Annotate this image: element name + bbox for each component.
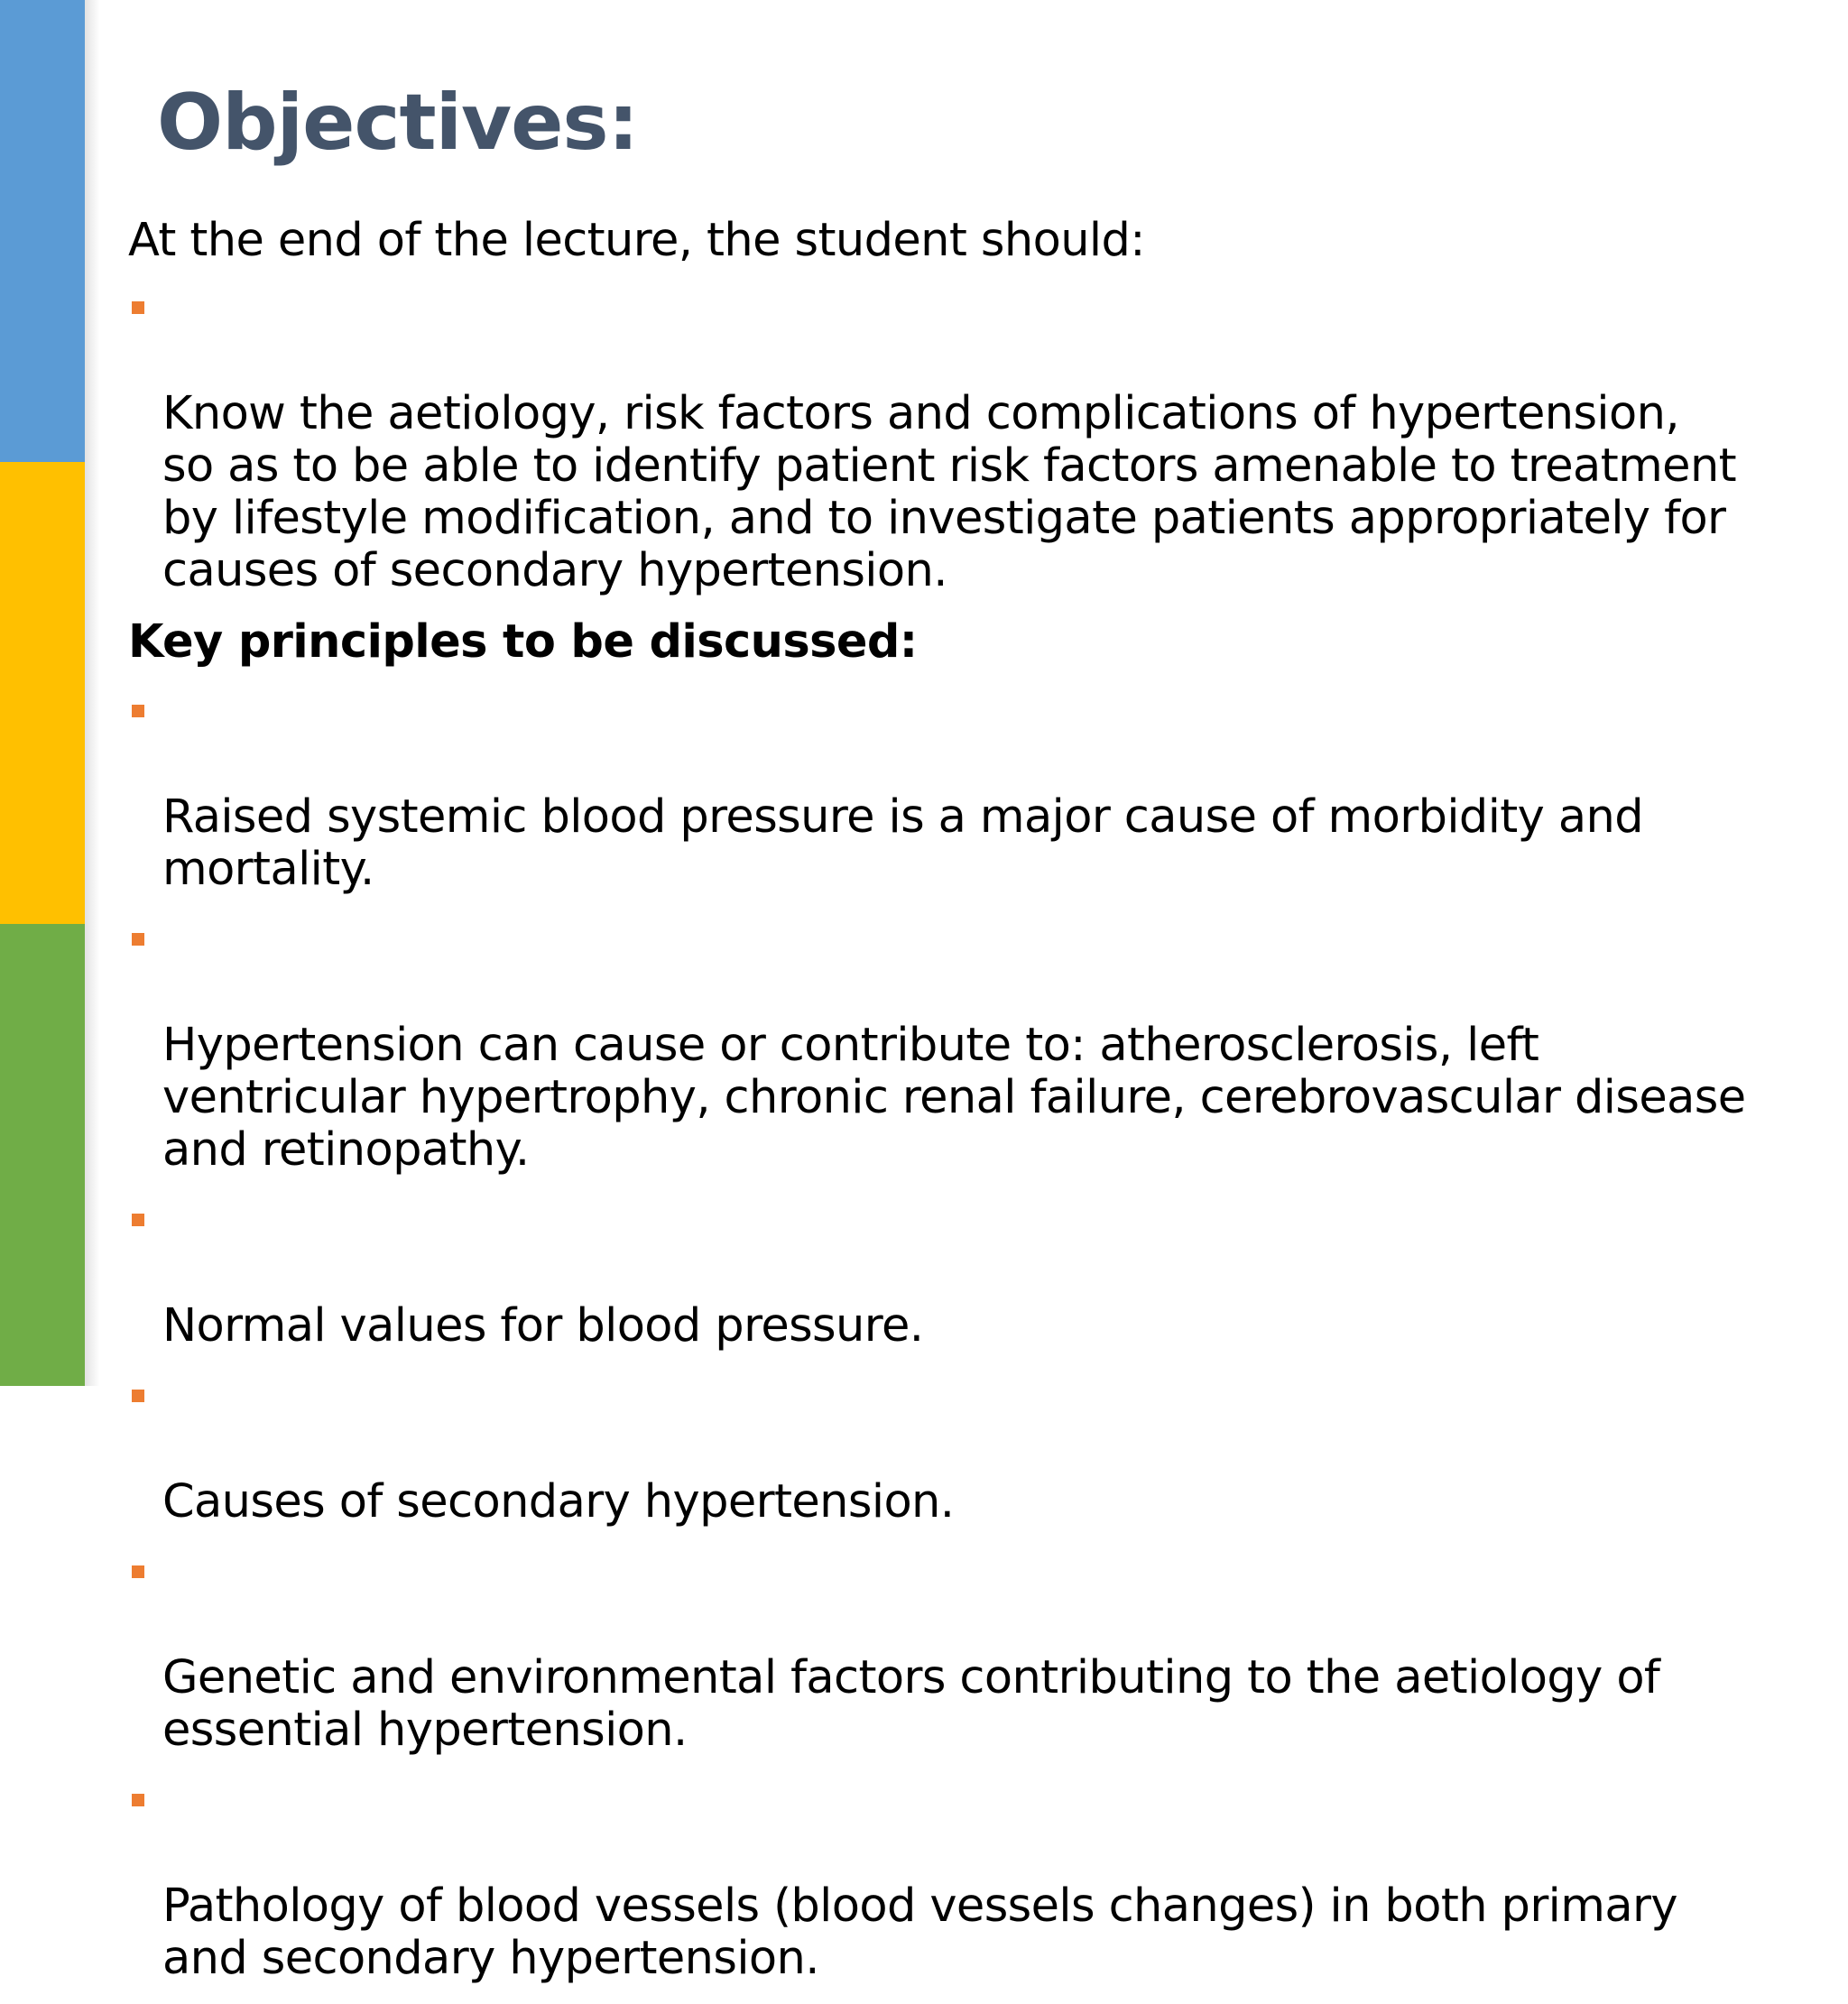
key-principle-item xyxy=(128,1776,1825,1985)
key-principles-heading: Key principles to be discussed: xyxy=(128,615,918,669)
key-principle-item xyxy=(128,1547,1825,1757)
objective-item xyxy=(128,283,1825,597)
key-principle-item xyxy=(128,915,1825,1177)
key-principle-text: Pathology of blood vessels (blood vessels changes) in both primary and secondary hypertension. xyxy=(162,1879,1677,1985)
square-bullet-icon xyxy=(132,933,144,946)
intro-text: At the end of the lecture, the student should: xyxy=(128,214,1145,267)
key-principle-item xyxy=(128,1196,1825,1353)
square-bullet-icon xyxy=(132,1794,144,1806)
square-bullet-icon xyxy=(132,1390,144,1402)
key-principle-text: Genetic and environmental factors contributing to the aetiology of essential hypertension. xyxy=(162,1651,1660,1757)
slide-body xyxy=(128,215,1825,2004)
square-bullet-icon xyxy=(132,1565,144,1578)
key-principle-item xyxy=(128,687,1825,896)
key-principle-text: Hypertension can cause or contribute to: atherosclerosis, left ventricular hypertrophy, chronic renal failure, cerebrovascular disease and retinopathy. xyxy=(162,1019,1746,1177)
key-principle-text: Raised systemic blood pressure is a major cause of morbidity and mortality. xyxy=(162,790,1644,896)
slide-title: Objectives: xyxy=(157,78,639,168)
square-bullet-icon xyxy=(132,705,144,717)
square-bullet-icon xyxy=(132,301,144,314)
square-bullet-icon xyxy=(132,1214,144,1226)
objective-text: Know the aetiology, risk factors and complications of hypertension, so as to be able to identify patient risk factors amenable to treatment by lifestyle modification, and to investigate patients appropriately for causes of secondary hypertension. xyxy=(162,387,1737,597)
stripe-shadow xyxy=(85,0,99,1386)
key-principle-text: Causes of secondary hypertension. xyxy=(162,1475,955,1528)
key-principle-item xyxy=(128,1371,1825,1528)
left-stripe-yellow xyxy=(0,462,85,924)
key-principles-list xyxy=(128,687,1825,1985)
left-stripe-blue xyxy=(0,0,85,462)
left-stripe-green xyxy=(0,924,85,1386)
key-principle-text: Normal values for blood pressure. xyxy=(162,1299,924,1353)
objectives-list xyxy=(128,283,1825,597)
